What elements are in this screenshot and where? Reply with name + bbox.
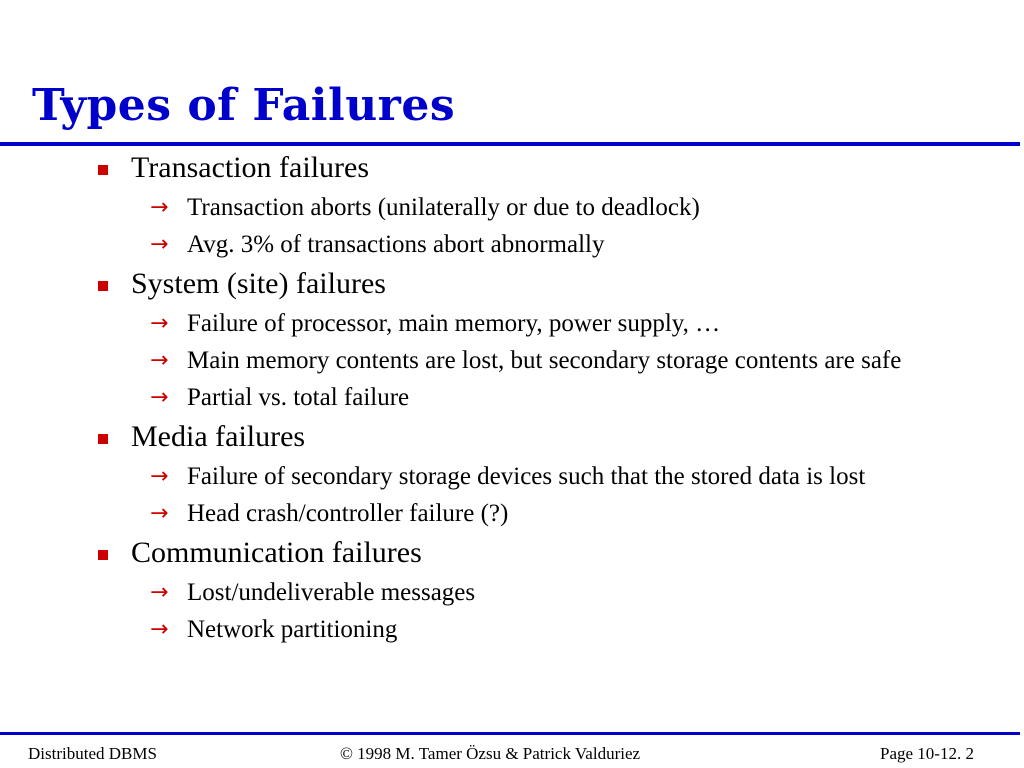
square-bullet-icon [98, 434, 108, 444]
arrow-bullet-icon: → [150, 464, 169, 489]
section-transaction-failures [0, 150, 1024, 186]
footer-divider [0, 732, 1020, 735]
slide-title: Types of Failures [32, 80, 456, 131]
sub-item [0, 308, 1024, 339]
arrow-bullet-icon: → [150, 385, 169, 410]
sub-item [0, 577, 1024, 608]
sub-item-text: Lost/undeliverable messages [187, 579, 476, 606]
footer-page-number: Page 10-12. 2 [880, 744, 974, 763]
arrow-bullet-icon: → [150, 617, 169, 642]
sub-item [0, 345, 1024, 376]
sub-item-text: Main memory contents are lost, but secondary storage contents are safe [187, 347, 902, 374]
section-label: Communication failures [131, 536, 422, 569]
sub-item [0, 382, 1024, 413]
section-label: System (site) failures [131, 267, 386, 300]
footer-course-name: Distributed DBMS [28, 744, 157, 763]
title-divider [0, 142, 1020, 146]
square-bullet-icon [98, 281, 108, 291]
sub-item-text: Avg. 3% of transactions abort abnormally [187, 231, 605, 258]
sub-item [0, 192, 1024, 223]
footer-copyright: © 1998 M. Tamer Özsu & Patrick Valduriez [340, 744, 641, 763]
sub-item-text: Failure of processor, main memory, power supply, … [187, 310, 721, 337]
sub-item-text: Transaction aborts (unilaterally or due to deadlock) [187, 194, 700, 221]
slide-content [0, 150, 1024, 645]
sub-item [0, 229, 1024, 260]
sub-item-text: Failure of secondary storage devices such that the stored data is lost [187, 463, 866, 490]
arrow-bullet-icon: → [150, 311, 169, 336]
sub-item-text: Head crash/controller failure (?) [187, 500, 509, 527]
arrow-bullet-icon: → [150, 195, 169, 220]
arrow-bullet-icon: → [150, 501, 169, 526]
section-communication-failures [0, 535, 1024, 571]
section-system-failures [0, 266, 1024, 302]
arrow-bullet-icon: → [150, 232, 169, 257]
square-bullet-icon [98, 550, 108, 560]
arrow-bullet-icon: → [150, 580, 169, 605]
arrow-bullet-icon: → [150, 348, 169, 373]
sub-item [0, 461, 1024, 492]
sub-item [0, 498, 1024, 529]
section-label: Media failures [131, 420, 306, 453]
sub-item [0, 614, 1024, 645]
sub-item-text: Network partitioning [187, 616, 398, 643]
section-label: Transaction failures [131, 151, 370, 184]
sub-item-text: Partial vs. total failure [187, 384, 410, 411]
square-bullet-icon [98, 165, 108, 175]
section-media-failures [0, 419, 1024, 455]
